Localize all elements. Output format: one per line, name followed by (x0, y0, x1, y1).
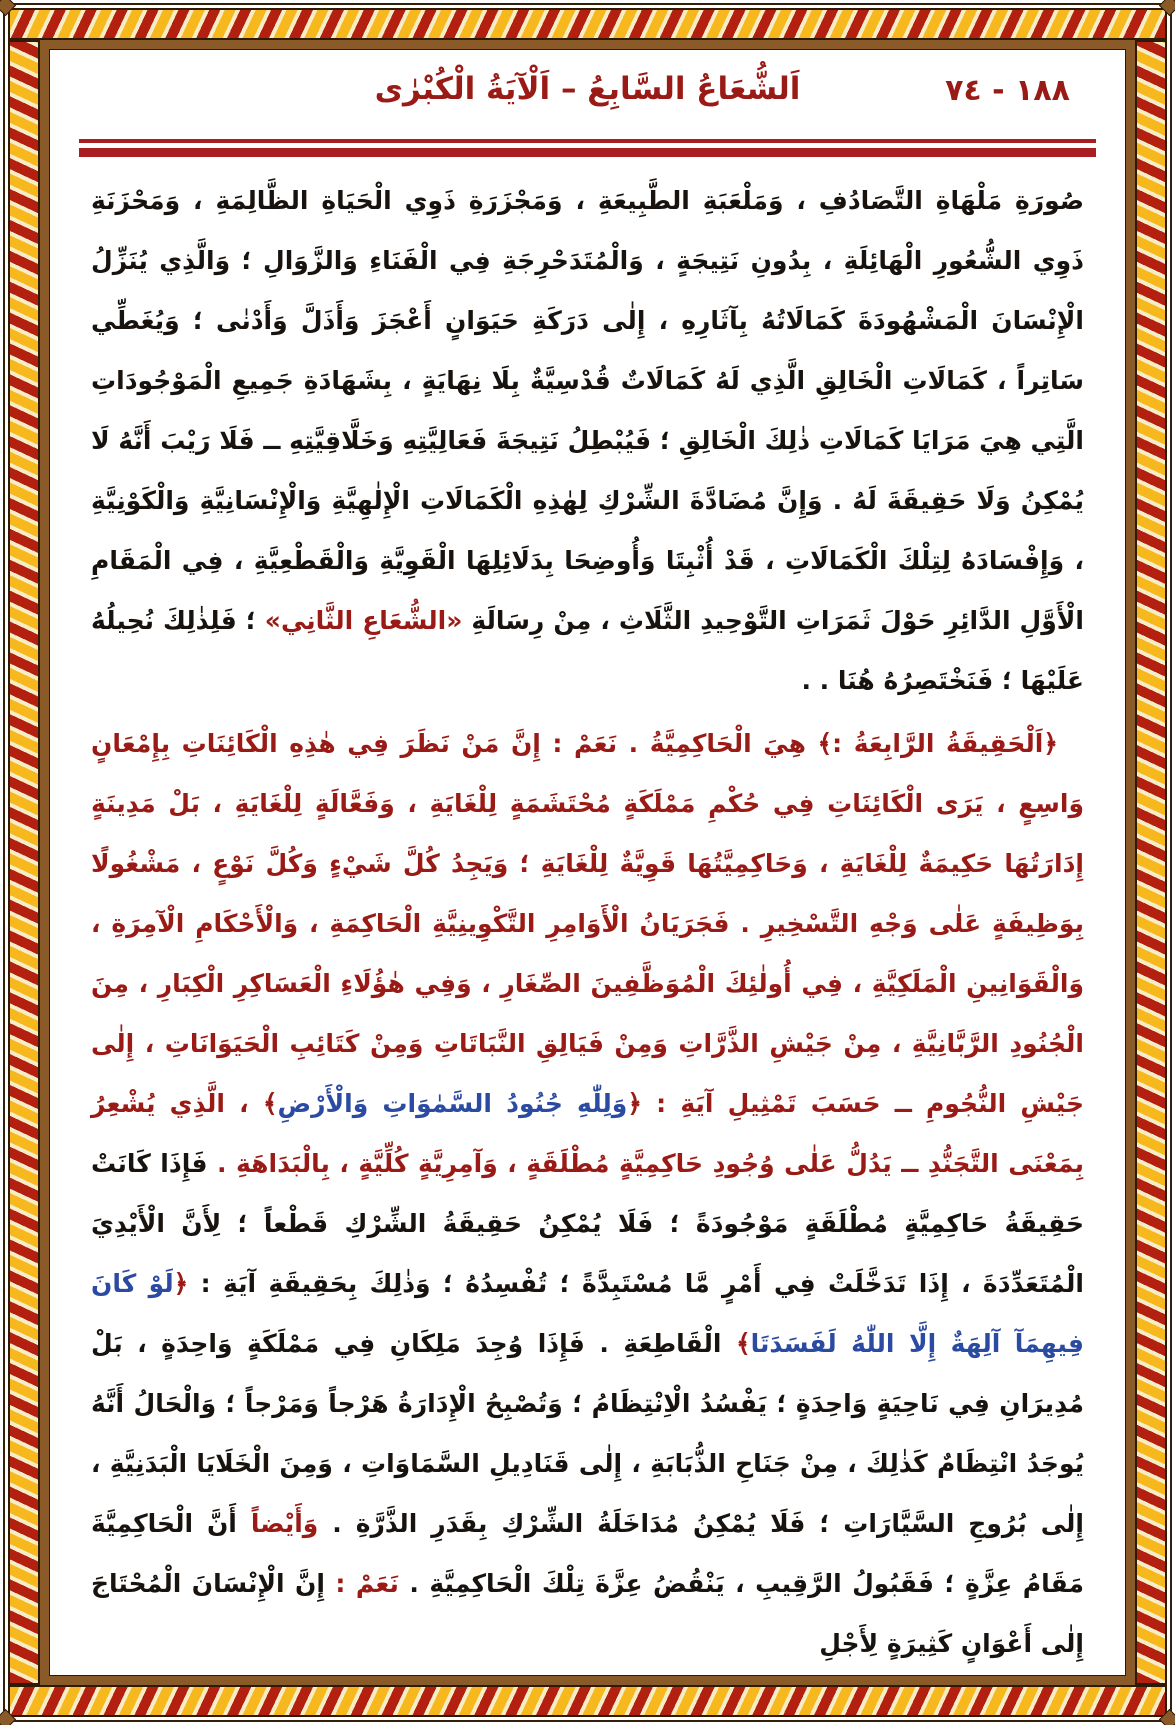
border-chain-right (1135, 40, 1167, 1685)
border-chain-top (8, 8, 1167, 40)
paragraph-2 (91, 714, 1084, 1674)
text-segment-black: صُورَةِ مَلْهَاةِ التَّصَادُفِ ، وَمَلْعَبَةِ الطَّبِيعَةِ ، وَمَجْزَرَةِ ذَوِي الْحَيَاةِ الظَّالِمَةِ ، وَمَحْزَنَةِ ذَوِي الشُّعُورِ الْهَائِلَةِ ، بِدُونِ نَتِيجَةٍ ، وَالْمُتَدَحْرِجَةِ فِي الْفَنَاءِ وَالزَّوَالِ ؛ وَالَّذِي يُنَزِّلُ الْإِنْسَانَ الْمَشْهُودَةَ كَمَالَاتُهُ بِآثَارِهِ ، إِلٰى دَرَكَةِ حَيَوَانٍ أَعْجَزَ وَأَذَلَّ وَأَدْنٰى ؛ وَيُغَطِّي سَاتِراً ، كَمَالَاتِ الْخَالِقِ الَّذِي لَهُ كَمَالَاتٌ قُدْسِيَّةٌ بِلَا نِهَايَةٍ ، بِشَهَادَةِ جَمِيعِ الْمَوْجُودَاتِ الَّتِي هِيَ مَرَايَا كَمَالَاتِ ذٰلِكَ الْخَالِقِ ؛ فَيُبْطِلُ نَتِيجَةَ فَعَالِيَّتِهِ وَخَلَّاقِيَّتِهِ ــ فَلَا رَيْبَ أَنَّهُ لَا يُمْكِنُ وَلَا حَقِيقَةَ لَهُ . وَإِنَّ مُضَادَّةَ الشِّرْكِ لِهٰذِهِ الْكَمَالَاتِ الْإِلٰهِيَّةِ وَالْإِنْسَانِيَّةِ وَالْكَوْنِيَّةِ ، وَإِفْسَادَهُ لِتِلْكَ الْكَمَالَاتِ ، قَدْ أُثْبِتَا وَأُوضِحَا بِدَلَائِلِهَا الْقَوِيَّةِ وَالْقَطْعِيَّةِ ، فِي الْمَقَامِ الْأَوَّلِ الدَّائِرِ حَوْلَ ثَمَرَاتِ التَّوْحِيدِ الثَّلَاثِ ، مِنْ رِسَالَةِ (91, 186, 1084, 635)
text-segment-red: ﴿ (627, 1089, 642, 1118)
page-header (91, 65, 1084, 127)
text-segment-red: ﴿ (173, 1269, 189, 1298)
text-segment-red: وَأَيْضاً (250, 1509, 319, 1538)
border-chain-left (8, 40, 40, 1685)
header-rule (79, 139, 1096, 157)
paragraph-1 (91, 171, 1084, 711)
body-text (91, 171, 1084, 1674)
page-content (49, 49, 1126, 1676)
text-segment-blue: وَلِلّٰهِ جُنُودُ السَّمٰوَاتِ وَالْأَرْضِ (277, 1089, 628, 1118)
text-segment-black: أَنَّ الْحَاكِمِيَّةَ مَقَامُ عِزَّةٍ ؛ فَقَبُولُ الرَّقِيبِ ، يَنْقُضُ عِزَّةَ تِلْكَ الْحَاكِمِيَّةِ . (91, 1509, 1084, 1598)
header-rule-thick (79, 148, 1096, 157)
text-segment-red: ، الَّذِي يُشْعِرُ بِمَعْنَى التَّجَنُّدِ ــ يَدُلُّ عَلٰى وُجُودِ حَاكِمِيَّةٍ مُطْلَقَةٍ ، وَآمِرِيَّةٍ كُلِّيَّةٍ ، بِالْبَدَاهَةِ . (91, 1089, 1084, 1178)
page-number: ١٨٨ - ٧٤ (945, 73, 1070, 108)
text-segment-blue: لَوْ كَانَ فِيهِمَآ آلِهَةٌ إِلَّا اللّٰهُ لَفَسَدَتَا (91, 1269, 1084, 1358)
text-segment-black: ؛ فَلِذٰلِكَ نُحِيلُهُ عَلَيْهَا ؛ فَنَخْتَصِرُهُ هُنَا . . (91, 606, 1084, 695)
page-title: اَلشُّعَاعُ السَّابِعُ – اَلْآيَةُ الْكُبْرٰى (374, 71, 801, 107)
text-segment-red: «الشُّعَاعِ الثَّانِي» (264, 606, 463, 635)
text-segment-red: ﴾ (262, 1089, 278, 1118)
text-segment-red: ﴾ (735, 1329, 751, 1358)
text-segment-black: الْقَاطِعَةِ . فَإِذَا وُجِدَ مَلِكَانِ فِي مَمْلَكَةٍ وَاحِدَةٍ ، بَلْ مُدِيرَانِ فِي نَاحِيَةٍ وَاحِدَةٍ ؛ يَفْسُدُ الْاِنْتِظَامُ ؛ وَتُصْبِحُ الْإِدَارَةُ هَرْجاً وَمَرْجاً ؛ وَالْحَالُ أَنَّهُ يُوجَدُ انْتِظَامٌ كَذٰلِكَ ، مِنْ جَنَاحِ الذُّبَابَةِ ، إِلٰى قَنَادِيلِ السَّمَاوَاتِ ، وَمِنَ الْخَلَايَا الْبَدَنِيَّةِ ، إِلٰى بُرُوجِ السَّيَّارَاتِ ؛ فَلَا يُمْكِنُ مُدَاخَلَةُ الشِّرْكِ بِقَدَرِ الذَّرَّةِ . (91, 1329, 1084, 1538)
header-rule-thin (79, 139, 1096, 143)
text-segment-black: فَإِذَا كَانَتْ حَقِيقَةُ حَاكِمِيَّةٍ مُطْلَقَةٍ مَوْجُودَةً ؛ فَلَا يُمْكِنُ حَقِيقَةُ الشِّرْكِ قَطْعاً ؛ لِأَنَّ الْأَيْدِيَ الْمُتَعَدِّدَةَ ، إِذَا تَدَخَّلَتْ فِي أَمْرٍ مَّا مُسْتَبِدَّةً ؛ تُفْسِدُهُ ؛ وَذٰلِكَ بِحَقِيقَةِ آيَةِ : (91, 1149, 1084, 1298)
text-segment-red: ﴿اَلْحَقِيقَةُ الرَّابِعَةُ :﴾ هِيَ الْحَاكِمِيَّةُ . نَعَمْ : إِنَّ مَنْ نَظَرَ فِي هٰذِهِ الْكَائِنَاتِ بِإِمْعَانٍ وَاسِعٍ ، يَرَى الْكَائِنَاتِ فِي حُكْمِ مَمْلَكَةٍ مُحْتَشَمَةٍ لِلْغَايَةِ ، وَفَعَّالَةٍ لِلْغَايَةِ ، بَلْ مَدِينَةٍ إِدَارَتُهَا حَكِيمَةٌ لِلْغَايَةِ ، وَحَاكِمِيَّتُهَا قَوِيَّةٌ لِلْغَايَةِ ؛ وَيَجِدُ كُلَّ شَيْءٍ وَكُلَّ نَوْعٍ ، مَشْغُولًا بِوَظِيفَةٍ عَلٰى وَجْهِ التَّسْخِيرِ . فَجَرَيَانُ الْأَوَامِرِ التَّكْوِينِيَّةِ الْحَاكِمَةِ ، وَالْأَحْكَامِ الْآمِرَةِ ، وَالْقَوَانِينِ الْمَلَكِيَّةِ ، فِي أُولٰئِكَ الْمُوَظَّفِينَ الصِّغَارِ ، وَفِي هٰؤُلَاءِ الْعَسَاكِرِ الْكِبَارِ ، مِنَ الْجُنُودِ الرَّبَّانِيَّةِ ، مِنْ جَيْشِ الذَّرَّاتِ وَمِنْ فَيَالِقِ النَّبَاتَاتِ وَمِنْ كَتَائِبِ الْحَيَوَانَاتِ ، إِلٰى جَيْشِ النُّجُومِ ــ حَسَبَ تَمْثِيلِ آيَةِ : (91, 729, 1084, 1118)
text-segment-black: إِنَّ الْإِنْسَانَ الْمُحْتَاجَ إِلٰى أَعْوَانٍ كَثِيرَةٍ لِأَجْلِ (91, 1569, 1084, 1658)
text-segment-red: نَعَمْ : (335, 1569, 399, 1598)
border-chain-bottom (8, 1685, 1167, 1717)
